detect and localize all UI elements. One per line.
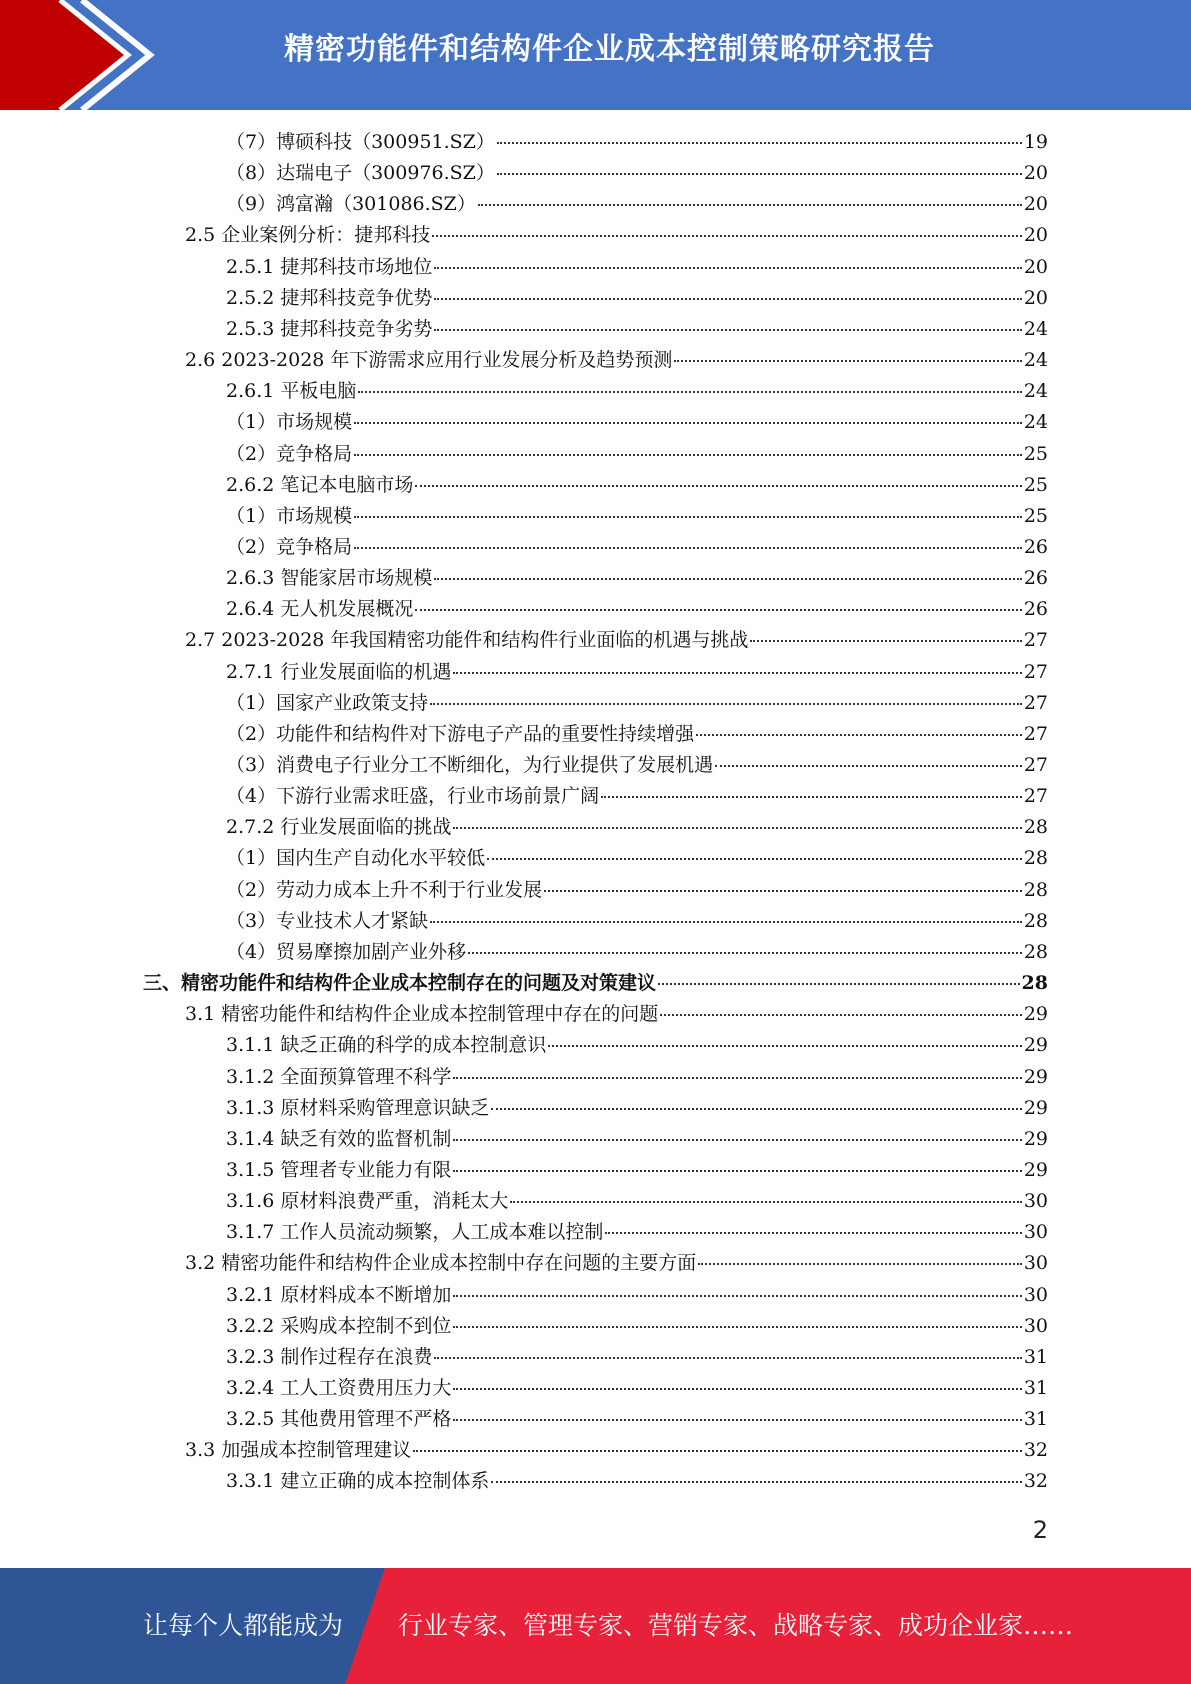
toc-entry[interactable] <box>226 127 1048 158</box>
toc-dot-leader <box>434 578 1021 580</box>
toc-entry-page: 28 <box>1023 940 1048 963</box>
toc-entry[interactable] <box>226 875 1048 906</box>
toc-entry[interactable] <box>226 1466 1048 1497</box>
toc-entry-label: 2.5.1 捷邦科技市场地位 <box>226 255 433 278</box>
footer-slogan-left: 让每个人都能成为 <box>143 1611 344 1640</box>
toc-dot-leader <box>696 734 1022 736</box>
toc-entry-page: 28 <box>1021 972 1048 995</box>
toc-dot-leader <box>601 796 1022 798</box>
toc-entry-label: 2.5 企业案例分析：捷邦科技 <box>185 224 431 247</box>
toc-dot-leader <box>491 1108 1021 1110</box>
toc-entry[interactable] <box>226 501 1048 532</box>
toc-entry-page: 29 <box>1023 1096 1048 1119</box>
toc-entry[interactable] <box>226 1030 1048 1061</box>
toc-dot-leader <box>605 1232 1021 1234</box>
toc-entry[interactable] <box>226 407 1048 438</box>
toc-entry-label: 3.1.4 缺乏有效的监督机制 <box>226 1127 452 1150</box>
toc-dot-leader <box>354 516 1022 518</box>
footer-slogan-right: 行业专家、管理专家、营销专家、战略专家、成功企业家…… <box>398 1611 1074 1640</box>
toc-entry[interactable] <box>226 252 1048 283</box>
toc-entry[interactable] <box>185 1435 1048 1466</box>
toc-entry[interactable] <box>226 158 1048 189</box>
toc-entry-label: （2）竞争格局 <box>226 442 353 465</box>
toc-entry-label: 2.5.3 捷邦科技竞争劣势 <box>226 317 433 340</box>
toc-entry-label: 2.6.4 无人机发展概况 <box>226 598 414 621</box>
toc-entry[interactable] <box>226 812 1048 843</box>
toc-entry[interactable] <box>226 906 1048 937</box>
toc-entry-label: 2.7.2 行业发展面临的挑战 <box>226 816 452 839</box>
toc-entry-label: （4）下游行业需求旺盛，行业市场前景广阔 <box>226 785 600 808</box>
toc-entry[interactable] <box>226 937 1048 968</box>
toc-entry[interactable] <box>226 594 1048 625</box>
toc-entry[interactable] <box>226 843 1048 874</box>
toc-dot-leader <box>430 703 1022 705</box>
toc-entry-page: 25 <box>1023 442 1048 465</box>
toc-entry[interactable] <box>226 189 1048 220</box>
toc-entry[interactable] <box>226 532 1048 563</box>
toc-entry-label: （8）达瑞电子（300976.SZ） <box>226 162 495 185</box>
toc-entry[interactable] <box>226 1280 1048 1311</box>
toc-dot-leader <box>354 454 1022 456</box>
toc-dot-leader <box>415 609 1021 611</box>
toc-entry-label: 3.1.2 全面预算管理不科学 <box>226 1065 452 1088</box>
toc-entry-label: 3.3.1 建立正确的成本控制体系 <box>226 1470 490 1493</box>
toc-dot-leader <box>453 1139 1021 1141</box>
toc-entry-label: 3.2 精密功能件和结构件企业成本控制中存在问题的主要方面 <box>185 1252 697 1275</box>
toc-entry-page: 28 <box>1023 909 1048 932</box>
toc-entry-page: 30 <box>1023 1221 1048 1244</box>
toc-dot-leader <box>432 235 1022 237</box>
toc-entry-page: 20 <box>1023 255 1048 278</box>
toc-entry-page: 29 <box>1023 1034 1048 1057</box>
toc-dot-leader <box>510 1201 1021 1203</box>
toc-entry-page: 20 <box>1023 193 1048 216</box>
toc-dot-leader <box>491 1481 1021 1483</box>
toc-entry-page: 27 <box>1023 660 1048 683</box>
toc-entry-page: 26 <box>1023 535 1048 558</box>
toc-entry-page: 25 <box>1023 504 1048 527</box>
page-number: 2 <box>1032 1516 1048 1544</box>
toc-entry-label: （1）市场规模 <box>226 504 353 527</box>
toc-entry-label: 3.1.6 原材料浪费严重，消耗太大 <box>226 1190 509 1213</box>
toc-entry[interactable] <box>226 563 1048 594</box>
toc-dot-leader <box>497 173 1022 175</box>
toc-entry[interactable] <box>226 1217 1048 1248</box>
toc-dot-leader <box>453 827 1021 829</box>
toc-dot-leader <box>453 1419 1021 1421</box>
toc-entry-page: 20 <box>1023 286 1048 309</box>
toc-entry[interactable] <box>226 750 1048 781</box>
toc-entry-page: 26 <box>1023 567 1048 590</box>
toc-entry-label: 3.1.5 管理者专业能力有限 <box>226 1158 452 1181</box>
toc-entry-label: 3.1 精密功能件和结构件企业成本控制管理中存在的问题 <box>185 1003 659 1026</box>
toc-entry-page: 31 <box>1023 1377 1048 1399</box>
toc-entry[interactable] <box>226 1124 1048 1155</box>
toc-dot-leader <box>453 1170 1021 1172</box>
toc-entry-page: 31 <box>1023 1345 1048 1368</box>
toc-dot-leader <box>453 1077 1021 1079</box>
toc-dot-leader <box>468 952 1022 954</box>
toc-entry-label: （3）专业技术人才紧缺 <box>226 909 429 932</box>
toc-dot-leader <box>660 1014 1022 1016</box>
toc-entry-label: 3.2.4 工人工资费用压力大 <box>226 1377 452 1399</box>
toc-entry-page: 27 <box>1023 629 1048 652</box>
toc-entry-page: 27 <box>1023 722 1048 745</box>
toc-entry-label: （1）国内生产自动化水平较低 <box>226 847 486 870</box>
toc-entry-label: （2）功能件和结构件对下游电子产品的重要性持续增强 <box>226 722 695 745</box>
toc-entry-label: 3.3 加强成本控制管理建议 <box>185 1439 412 1462</box>
toc-entry[interactable] <box>185 625 1048 656</box>
toc-entry-page: 30 <box>1023 1190 1048 1213</box>
toc-entry-page: 24 <box>1023 380 1048 403</box>
toc-entry[interactable] <box>226 1155 1048 1186</box>
toc-entry-page: 30 <box>1023 1252 1048 1275</box>
toc-dot-leader <box>453 672 1021 674</box>
toc-entry-label: （3）消费电子行业分工不断细化，为行业提供了发展机遇 <box>226 754 714 776</box>
toc-entry[interactable] <box>226 1311 1048 1342</box>
report-title: 精密功能件和结构件企业成本控制策略研究报告 <box>284 32 935 67</box>
toc-dot-leader <box>453 1388 1021 1390</box>
toc-entry-label: 2.7.1 行业发展面临的机遇 <box>226 660 452 683</box>
toc-dot-leader <box>354 422 1022 424</box>
toc-entry-page: 28 <box>1023 816 1048 839</box>
toc-dot-leader <box>698 1263 1022 1265</box>
toc-dot-leader <box>354 547 1022 549</box>
toc-entry-page: 27 <box>1023 785 1048 808</box>
toc-entry[interactable] <box>226 688 1048 719</box>
toc-entry-page: 28 <box>1023 878 1048 901</box>
toc-entry[interactable] <box>226 1404 1048 1435</box>
toc-dot-leader <box>434 1357 1021 1359</box>
toc-entry-page: 27 <box>1023 691 1048 714</box>
toc-entry-page: 29 <box>1023 1065 1048 1088</box>
toc-entry-label: 3.1.3 原材料采购管理意识缺乏 <box>226 1096 490 1119</box>
toc-entry-label: （1）市场规模 <box>226 411 353 434</box>
toc-entry-page: 26 <box>1023 598 1048 621</box>
toc-entry-label: 2.6.3 智能家居市场规模 <box>226 567 433 590</box>
toc-dot-leader <box>544 890 1022 892</box>
toc-dot-leader <box>413 1450 1022 1452</box>
toc-entry-label: 2.5.2 捷邦科技竞争优势 <box>226 286 433 309</box>
toc-entry-page: 31 <box>1023 1408 1048 1431</box>
toc-entry-label: 2.6.1 平板电脑 <box>226 380 357 403</box>
toc-entry[interactable] <box>226 719 1048 750</box>
toc-entry-label: （7）博硕科技（300951.SZ） <box>226 131 495 153</box>
toc-dot-leader <box>750 640 1021 642</box>
toc-dot-leader <box>415 485 1021 487</box>
toc-entry[interactable] <box>226 1062 1048 1093</box>
toc-entry-page: 29 <box>1023 1003 1048 1026</box>
toc-entry[interactable] <box>226 1186 1048 1217</box>
toc-dot-leader <box>715 765 1022 767</box>
toc-dot-leader <box>434 298 1021 300</box>
toc-entry[interactable] <box>185 345 1048 376</box>
toc-dot-leader <box>434 267 1021 269</box>
toc-entry[interactable] <box>185 220 1048 251</box>
toc-entry[interactable] <box>226 781 1048 812</box>
toc-dot-leader <box>453 1295 1021 1297</box>
page-footer <box>0 1568 1191 1684</box>
toc-entry[interactable] <box>226 1373 1048 1404</box>
toc-entry-page: 24 <box>1023 349 1048 372</box>
toc-entry-label: 3.1.7 工作人员流动频繁，人工成本难以控制 <box>226 1221 604 1244</box>
toc-entry-label: 3.2.3 制作过程存在浪费 <box>226 1345 433 1368</box>
toc-entry-page: 32 <box>1023 1439 1048 1462</box>
toc-dot-leader <box>434 329 1021 331</box>
toc-dot-leader <box>548 1045 1021 1047</box>
toc-entry-page: 25 <box>1023 473 1048 496</box>
toc-entry-label: （2）劳动力成本上升不利于行业发展 <box>226 878 543 901</box>
toc-entry-page: 20 <box>1023 224 1048 247</box>
toc-entry-page: 32 <box>1023 1470 1048 1493</box>
toc-entry[interactable] <box>226 376 1048 407</box>
toc-entry-label: （9）鸿富瀚（301086.SZ） <box>226 193 476 216</box>
toc-entry-page: 29 <box>1023 1158 1048 1181</box>
toc-dot-leader <box>674 360 1021 362</box>
toc-entry-label: （1）国家产业政策支持 <box>226 691 429 714</box>
toc-entry[interactable] <box>185 1248 1048 1279</box>
toc-entry-page: 29 <box>1023 1127 1048 1150</box>
toc-dot-leader <box>658 983 1020 985</box>
toc-dot-leader <box>430 921 1022 923</box>
toc-dot-leader <box>497 142 1022 144</box>
toc-entry-page: 28 <box>1023 847 1048 870</box>
toc-entry[interactable] <box>226 439 1048 470</box>
toc-entry[interactable] <box>226 470 1048 501</box>
toc-entry[interactable] <box>226 1342 1048 1373</box>
toc-entry-page: 20 <box>1023 162 1048 185</box>
toc-entry-label: （2）竞争格局 <box>226 535 353 558</box>
toc-entry-page: 27 <box>1023 754 1048 776</box>
toc-dot-leader <box>487 858 1022 860</box>
toc-entry-label: 3.2.1 原材料成本不断增加 <box>226 1283 452 1306</box>
toc-entry-label: 2.7 2023-2028 年我国精密功能件和结构件行业面临的机遇与挑战 <box>185 629 749 652</box>
toc-entry[interactable] <box>226 314 1048 345</box>
toc-entry-page: 30 <box>1023 1283 1048 1306</box>
toc-entry-label: 三、精密功能件和结构件企业成本控制存在的问题及对策建议 <box>143 972 657 995</box>
toc-entry[interactable] <box>185 999 1048 1030</box>
page-header <box>0 0 1191 110</box>
toc-entry-page: 24 <box>1023 411 1048 434</box>
toc-dot-leader <box>478 204 1022 206</box>
toc-dot-leader <box>358 391 1021 393</box>
toc-entry-label: （4）贸易摩擦加剧产业外移 <box>226 940 467 963</box>
toc-entry-page: 30 <box>1023 1314 1048 1337</box>
toc-entry-label: 2.6 2023-2028 年下游需求应用行业发展分析及趋势预测 <box>185 349 673 372</box>
toc-entry-label: 3.2.2 采购成本控制不到位 <box>226 1314 452 1337</box>
toc-entry[interactable] <box>143 968 1048 999</box>
toc-entry-label: 2.6.2 笔记本电脑市场 <box>226 473 414 496</box>
toc-entry-label: 3.2.5 其他费用管理不严格 <box>226 1408 452 1431</box>
toc-entry[interactable] <box>226 657 1048 688</box>
toc-entry[interactable] <box>226 1093 1048 1124</box>
toc-entry-page: 24 <box>1023 317 1048 340</box>
toc-entry[interactable] <box>226 283 1048 314</box>
toc-dot-leader <box>453 1326 1021 1328</box>
toc-entry-page: 19 <box>1023 131 1048 153</box>
toc-entry-label: 3.1.1 缺乏正确的科学的成本控制意识 <box>226 1034 547 1057</box>
